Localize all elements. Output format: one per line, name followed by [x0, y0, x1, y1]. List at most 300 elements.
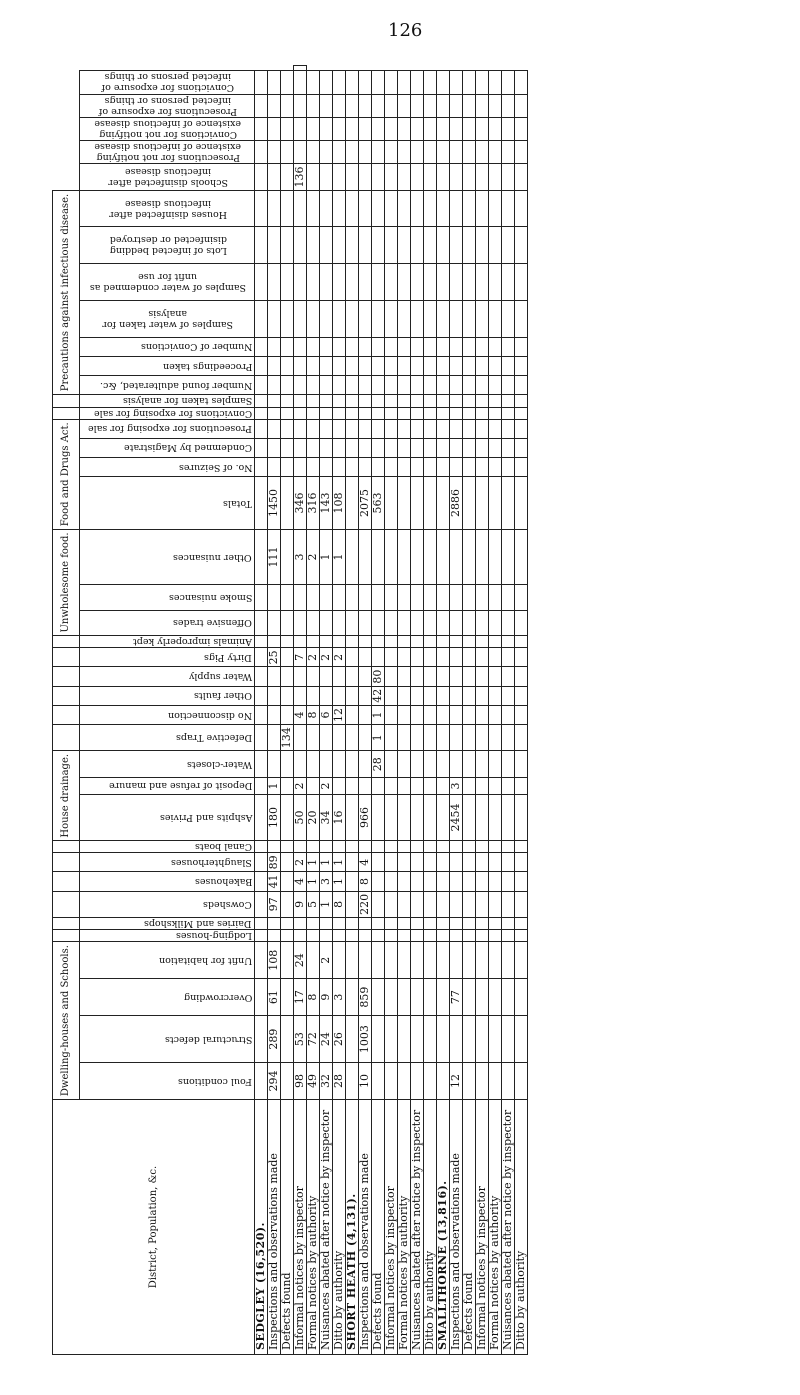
table-cell	[307, 117, 320, 140]
empty-cell	[255, 190, 268, 227]
table-cell	[359, 705, 372, 724]
table-cell	[411, 686, 424, 705]
table-cell	[268, 438, 281, 457]
column-header	[80, 1016, 255, 1063]
table-cell	[502, 585, 515, 610]
table-cell	[385, 227, 398, 264]
table-cell	[515, 529, 528, 584]
table-cell	[333, 917, 346, 929]
table-cell	[372, 778, 385, 795]
table-cell	[515, 705, 528, 724]
empty-cell	[346, 1016, 359, 1063]
page-number: 126	[388, 20, 423, 41]
table-cell	[281, 841, 294, 853]
table-cell	[424, 458, 437, 477]
table-cell	[359, 778, 372, 795]
row-label: Defects found	[281, 1100, 294, 1355]
table-cell	[385, 841, 398, 853]
table-cell	[320, 686, 333, 705]
empty-cell	[346, 648, 359, 667]
table-cell: 111	[268, 529, 281, 584]
table-cell	[333, 585, 346, 610]
table-cell	[281, 705, 294, 724]
table-cell	[463, 891, 476, 917]
table-cell: 42	[372, 686, 385, 705]
table-cell	[398, 917, 411, 929]
table-cell: 1	[333, 529, 346, 584]
table-cell	[411, 407, 424, 419]
table-row	[463, 66, 476, 1355]
table-cell	[372, 407, 385, 419]
column-header	[80, 164, 255, 190]
table-cell	[463, 667, 476, 686]
table-cell	[359, 917, 372, 929]
table-cell	[502, 648, 515, 667]
table-cell	[463, 376, 476, 395]
table-cell	[450, 751, 463, 778]
table-cell	[450, 872, 463, 891]
table-cell	[281, 636, 294, 648]
column-header-text: Water-closets	[186, 758, 252, 770]
empty-cell	[255, 891, 268, 917]
table-cell	[476, 264, 489, 301]
table-cell	[424, 872, 437, 891]
table-row	[268, 66, 281, 1355]
table-cell	[268, 407, 281, 419]
table-cell	[411, 301, 424, 338]
table-cell	[424, 357, 437, 376]
table-cell	[372, 419, 385, 438]
empty-cell	[437, 141, 450, 164]
table-cell	[463, 1063, 476, 1100]
table-cell	[515, 337, 528, 356]
table-cell	[411, 667, 424, 686]
table-cell: 346	[294, 477, 307, 530]
table-cell	[372, 190, 385, 227]
empty-cell	[255, 117, 268, 140]
table-cell	[424, 71, 437, 94]
empty-cell	[255, 778, 268, 795]
empty-cell	[437, 477, 450, 530]
table-cell	[372, 164, 385, 190]
table-cell	[333, 141, 346, 164]
table-cell	[398, 438, 411, 457]
column-header-text: Proceedings taken	[162, 360, 252, 372]
table-cell	[372, 1016, 385, 1063]
empty-cell	[255, 419, 268, 438]
table-cell	[359, 841, 372, 853]
table-cell	[359, 725, 372, 751]
table-cell	[411, 227, 424, 264]
table-cell	[398, 1016, 411, 1063]
empty-cell	[437, 164, 450, 190]
empty-cell	[437, 930, 450, 942]
table-cell	[502, 529, 515, 584]
table-cell	[398, 529, 411, 584]
table-cell	[476, 705, 489, 724]
table-cell: 32	[320, 1063, 333, 1100]
empty-cell	[346, 357, 359, 376]
empty-cell	[255, 94, 268, 117]
table-cell	[398, 264, 411, 301]
table-cell	[489, 458, 502, 477]
table-cell: 1	[320, 891, 333, 917]
table-cell	[359, 357, 372, 376]
table-cell	[476, 930, 489, 942]
table-cell	[333, 301, 346, 338]
table-cell	[385, 942, 398, 979]
empty-cell	[437, 458, 450, 477]
empty-cell	[255, 407, 268, 419]
table-cell	[463, 141, 476, 164]
table-cell	[476, 917, 489, 929]
table-cell: 108	[333, 477, 346, 530]
table-cell	[450, 71, 463, 94]
table-cell	[515, 872, 528, 891]
column-header-text: No disconnection	[168, 709, 252, 721]
table-cell	[281, 419, 294, 438]
row-label: Defects found	[463, 1100, 476, 1355]
table-cell: 89	[268, 853, 281, 872]
table-cell	[502, 117, 515, 140]
table-cell: 24	[294, 942, 307, 979]
table-cell	[489, 891, 502, 917]
table-cell	[359, 117, 372, 140]
table-container	[52, 65, 774, 1355]
table-cell: 1	[320, 529, 333, 584]
table-cell	[294, 94, 307, 117]
empty-cell	[437, 301, 450, 338]
table-cell	[372, 891, 385, 917]
empty-cell	[346, 477, 359, 530]
table-cell	[281, 891, 294, 917]
district-name: SEDGLEY (16,520).	[255, 1100, 268, 1355]
row-label: Nuisances abated after notice by inspector	[411, 1100, 424, 1355]
column-header-text: Deposit of refuse and manure	[108, 780, 252, 792]
table-cell	[398, 725, 411, 751]
table-cell	[424, 930, 437, 942]
column-header-text: Convictions for not notifying existence of infectious disease	[94, 117, 242, 140]
table-cell: 180	[268, 794, 281, 840]
table-cell	[411, 841, 424, 853]
table-cell	[502, 357, 515, 376]
empty-cell	[346, 395, 359, 407]
table-cell	[268, 841, 281, 853]
column-header	[80, 942, 255, 979]
column-header	[80, 610, 255, 635]
table-cell	[268, 264, 281, 301]
table-cell	[281, 529, 294, 584]
table-cell	[385, 395, 398, 407]
table-cell	[359, 667, 372, 686]
table-cell	[281, 1016, 294, 1063]
table-cell	[515, 1016, 528, 1063]
table-cell: 859	[359, 979, 372, 1016]
table-cell	[398, 686, 411, 705]
empty-cell	[255, 942, 268, 979]
table-cell: 8	[359, 872, 372, 891]
table-cell	[489, 794, 502, 840]
table-cell	[320, 164, 333, 190]
table-cell	[411, 917, 424, 929]
empty-cell	[255, 751, 268, 778]
column-header-text: Dairies and Milkshops	[144, 918, 252, 930]
table-cell	[372, 636, 385, 648]
table-cell	[489, 164, 502, 190]
table-cell	[307, 667, 320, 686]
table-cell	[424, 667, 437, 686]
table-cell	[502, 94, 515, 117]
table-cell	[489, 930, 502, 942]
table-cell	[359, 585, 372, 610]
table-cell	[411, 610, 424, 635]
table-cell	[463, 419, 476, 438]
table-cell	[450, 529, 463, 584]
table-cell	[515, 636, 528, 648]
table-cell	[294, 930, 307, 942]
table-cell	[489, 71, 502, 94]
table-cell	[502, 376, 515, 395]
table-cell	[450, 636, 463, 648]
group-header: Dwelling-houses and Schools.	[53, 942, 80, 1100]
table-cell	[281, 1063, 294, 1100]
table-cell	[398, 610, 411, 635]
table-cell	[320, 458, 333, 477]
table-cell	[515, 610, 528, 635]
table-cell: 1	[333, 872, 346, 891]
empty-cell	[437, 1016, 450, 1063]
table-cell	[268, 725, 281, 751]
group-header	[53, 395, 80, 407]
table-cell	[463, 917, 476, 929]
table-cell	[398, 751, 411, 778]
table-cell	[424, 610, 437, 635]
table-cell: 966	[359, 794, 372, 840]
table-cell	[281, 301, 294, 338]
empty-cell	[346, 778, 359, 795]
table-cell	[294, 376, 307, 395]
empty-cell	[255, 357, 268, 376]
table-cell	[385, 477, 398, 530]
empty-cell	[346, 438, 359, 457]
table-cell	[320, 337, 333, 356]
table-cell: 1450	[268, 477, 281, 530]
table-cell	[333, 376, 346, 395]
table-cell	[502, 395, 515, 407]
table-cell	[463, 725, 476, 751]
group-header	[53, 636, 80, 648]
table-cell	[320, 438, 333, 457]
table-cell	[476, 853, 489, 872]
table-cell	[463, 117, 476, 140]
table-cell	[424, 438, 437, 457]
table-cell	[463, 264, 476, 301]
table-cell: 28	[372, 751, 385, 778]
empty-cell	[437, 94, 450, 117]
table-cell	[307, 438, 320, 457]
table-cell	[385, 751, 398, 778]
table-cell	[320, 71, 333, 94]
table-cell	[294, 357, 307, 376]
table-cell	[411, 1063, 424, 1100]
table-cell	[489, 407, 502, 419]
table-cell	[476, 979, 489, 1016]
column-header	[80, 376, 255, 395]
table-cell	[411, 778, 424, 795]
table-cell	[294, 190, 307, 227]
column-header-text: Overcrowding	[183, 991, 252, 1003]
table-cell: 1003	[359, 1016, 372, 1063]
table-cell	[489, 725, 502, 751]
empty-cell	[437, 585, 450, 610]
table-cell	[424, 301, 437, 338]
table-cell	[372, 395, 385, 407]
table-cell	[307, 778, 320, 795]
table-cell	[463, 979, 476, 1016]
table-cell	[372, 942, 385, 979]
table-cell	[281, 337, 294, 356]
table-cell	[398, 979, 411, 1016]
table-cell	[320, 751, 333, 778]
table-cell	[307, 71, 320, 94]
table-cell	[463, 778, 476, 795]
empty-cell	[255, 477, 268, 530]
empty-cell	[346, 725, 359, 751]
table-cell: 98	[294, 1063, 307, 1100]
table-cell	[411, 458, 424, 477]
table-cell	[372, 264, 385, 301]
table-cell	[502, 853, 515, 872]
table-cell	[372, 979, 385, 1016]
table-cell	[385, 1063, 398, 1100]
table-cell: 316	[307, 477, 320, 530]
table-cell	[281, 164, 294, 190]
group-header	[53, 872, 80, 891]
empty-cell	[437, 705, 450, 724]
table-cell	[450, 1016, 463, 1063]
empty-cell	[437, 667, 450, 686]
column-header	[80, 529, 255, 584]
table-cell	[372, 610, 385, 635]
table-cell	[476, 751, 489, 778]
column-header	[80, 357, 255, 376]
table-cell	[385, 778, 398, 795]
row-label: Inspections and observations made	[359, 1100, 372, 1355]
table-cell	[424, 585, 437, 610]
table-cell	[307, 190, 320, 227]
table-cell: 563	[372, 477, 385, 530]
column-header-text: Samples taken for analysis	[122, 395, 252, 407]
table-cell	[450, 419, 463, 438]
row-label: Defects found	[372, 1100, 385, 1355]
table-cell	[385, 357, 398, 376]
table-cell	[515, 407, 528, 419]
table-cell	[424, 1016, 437, 1063]
table-row	[333, 66, 346, 1355]
table-cell: 2	[320, 942, 333, 979]
empty-cell	[346, 301, 359, 338]
table-cell	[281, 94, 294, 117]
empty-cell	[346, 841, 359, 853]
empty-cell	[255, 1063, 268, 1100]
table-cell	[450, 667, 463, 686]
table-cell	[372, 585, 385, 610]
table-cell	[281, 477, 294, 530]
empty-cell	[346, 930, 359, 942]
row-label: Formal notices by authority	[489, 1100, 502, 1355]
group-header	[53, 686, 80, 705]
table-cell	[281, 917, 294, 929]
table-cell	[489, 438, 502, 457]
table-cell	[424, 778, 437, 795]
table-cell	[502, 419, 515, 438]
table-cell	[463, 610, 476, 635]
table-cell	[515, 376, 528, 395]
table-cell	[294, 610, 307, 635]
table-cell	[333, 337, 346, 356]
table-cell	[281, 648, 294, 667]
table-cell	[489, 227, 502, 264]
table-cell	[502, 164, 515, 190]
table-cell: 53	[294, 1016, 307, 1063]
table-cell	[450, 705, 463, 724]
table-cell	[502, 725, 515, 751]
column-header	[80, 337, 255, 356]
empty-cell	[255, 227, 268, 264]
table-cell	[333, 117, 346, 140]
empty-cell	[255, 610, 268, 635]
table-cell	[268, 395, 281, 407]
table-cell	[294, 438, 307, 457]
table-cell	[515, 686, 528, 705]
group-header: Unwholesome food.	[53, 529, 80, 635]
empty-cell	[346, 705, 359, 724]
table-cell	[385, 141, 398, 164]
column-header-text: Other faults	[194, 690, 252, 702]
table-cell	[476, 458, 489, 477]
table-cell	[502, 438, 515, 457]
empty-cell	[437, 190, 450, 227]
empty-cell	[346, 610, 359, 635]
table-cell	[320, 264, 333, 301]
table-cell: 1	[307, 872, 320, 891]
table-cell	[463, 71, 476, 94]
table-cell	[385, 164, 398, 190]
table-cell	[372, 1063, 385, 1100]
empty-cell	[437, 1063, 450, 1100]
table-cell	[281, 376, 294, 395]
table-cell: 24	[320, 1016, 333, 1063]
table-cell	[307, 930, 320, 942]
empty-cell	[437, 794, 450, 840]
table-cell	[307, 227, 320, 264]
empty-cell	[346, 751, 359, 778]
column-header	[80, 872, 255, 891]
table-cell	[411, 705, 424, 724]
column-header	[80, 407, 255, 419]
column-header-text: No. of Seizures	[178, 461, 252, 473]
table-cell	[489, 357, 502, 376]
group-header	[53, 930, 80, 942]
table-cell	[489, 337, 502, 356]
column-header-text: Other nuisances	[173, 551, 252, 563]
table-cell	[463, 458, 476, 477]
empty-cell	[437, 648, 450, 667]
table-cell: 9	[294, 891, 307, 917]
table-cell	[411, 357, 424, 376]
table-cell	[398, 376, 411, 395]
table-cell	[372, 930, 385, 942]
